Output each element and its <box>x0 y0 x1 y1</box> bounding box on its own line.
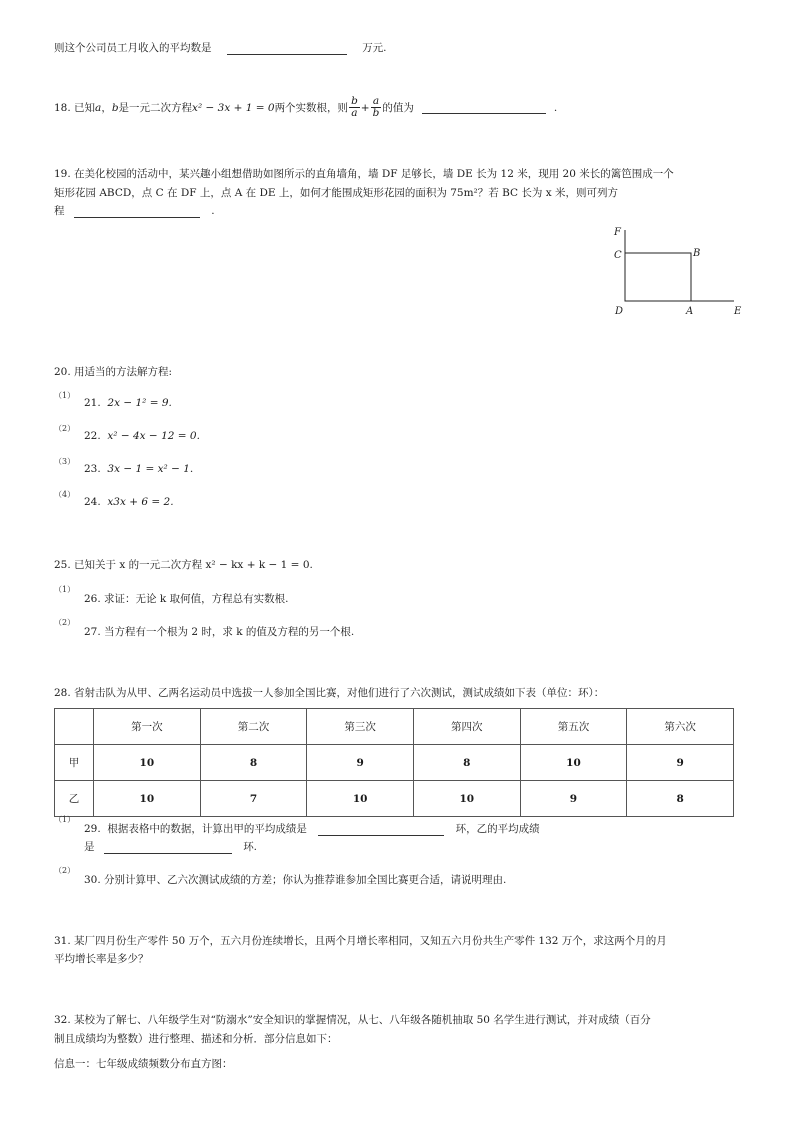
table-header-cell: 第一次 <box>94 709 201 745</box>
table-cell: 9 <box>627 745 734 781</box>
q25-item-2: 27. 当方程有一个根为 2 时，求 k 的值及方程的另一个根. <box>84 626 355 638</box>
table-cell: 10 <box>94 745 201 781</box>
q28-item-1-line2 <box>84 839 257 854</box>
q28-text: 环，乙的平均成绩 <box>455 823 540 835</box>
question-20-title: 20. 用适当的方法解方程: <box>54 366 173 378</box>
q19-end: . <box>211 205 215 217</box>
table-cell: 10 <box>307 781 414 817</box>
answer-blank[interactable] <box>227 43 347 55</box>
item-number: 21. <box>84 397 101 409</box>
table-cell: 8 <box>627 781 734 817</box>
sub-label: （2） <box>54 866 76 875</box>
q20-item-3 <box>84 463 193 475</box>
table-cell: 10 <box>520 745 627 781</box>
q18-text: 是一元二次方程 <box>118 102 193 114</box>
q20-item-1 <box>84 397 172 409</box>
fraction-b-over-a <box>349 96 360 119</box>
question-number: 18. <box>54 101 71 114</box>
question-31-line1: 31. 某厂四月份生产零件 50 万个，五六月份连续增长，且两个月增长率相同，又知五六月份共生产零件 132 万个，求这两个月的月 <box>54 935 667 947</box>
var-a: a <box>95 101 102 114</box>
plus-sign: + <box>360 101 370 114</box>
q18-equation: x² − 3x + 1 = 0 <box>192 101 275 114</box>
table-cell: 9 <box>307 745 414 781</box>
sub-label: （2） <box>54 424 76 433</box>
numerator: a <box>372 95 380 107</box>
q28-item-2: 30. 分别计算甲、乙六次测试成绩的方差；你认为推荐谁参加全国比赛更合适，请说明理由. <box>84 874 507 886</box>
var-b: b <box>111 101 119 114</box>
label-f: F <box>614 227 621 238</box>
corner-garden-figure <box>608 218 748 318</box>
table-row <box>55 745 734 781</box>
table-corner-cell <box>55 709 94 745</box>
item-number: 22. <box>84 430 101 442</box>
table-cell: 10 <box>94 781 201 817</box>
denominator: a <box>351 107 358 119</box>
q18-text: 已知 <box>74 102 96 114</box>
sub-label: （3） <box>54 457 76 466</box>
q28-text: 是 <box>84 841 95 853</box>
q18-text: 两个实数根，则 <box>274 102 349 114</box>
question-28-title: 28. 省射击队为从甲、乙两名运动员中选拔一人参加全国比赛，对他们进行了六次测试，测试成绩如下表（单位：环）： <box>54 687 605 699</box>
q18-text: 的值为 <box>382 102 414 114</box>
table-header-cell: 第六次 <box>627 709 734 745</box>
answer-blank[interactable] <box>104 842 232 854</box>
numerator: b <box>351 95 358 107</box>
equation: 2x − 1² = 9. <box>107 397 172 409</box>
equation: x² − 4x − 12 = 0. <box>107 430 200 442</box>
label-b: B <box>693 248 701 259</box>
table-cell: 10 <box>413 781 520 817</box>
sub-label: （1） <box>54 815 76 824</box>
table-header-cell: 第四次 <box>413 709 520 745</box>
fraction-a-over-b <box>371 96 382 119</box>
q19-text: 程 <box>54 205 65 217</box>
label-a: A <box>686 306 694 317</box>
equation: 3x − 1 = x² − 1. <box>107 463 194 475</box>
question-32-line2: 制且成绩均为整数）进行整理、描述和分析．部分信息如下： <box>54 1033 338 1045</box>
table-header-row <box>55 709 734 745</box>
table-cell: 7 <box>200 781 307 817</box>
table-header-cell: 第二次 <box>200 709 307 745</box>
q18-end: . <box>553 101 558 114</box>
item-number: 23. <box>84 463 101 475</box>
q28-text: 环. <box>243 841 258 853</box>
question-19-line3 <box>54 203 215 218</box>
question-19-line2: 矩形花园 ABCD，点 C 在 DF 上，点 A 在 DE 上，如何才能围成矩形花园的面积为 75m²？若 BC 长为 x 米，则可列方 <box>54 187 618 199</box>
sub-label: （1） <box>54 585 76 594</box>
label-c: C <box>614 250 622 261</box>
sub-label: （2） <box>54 618 76 627</box>
answer-blank[interactable] <box>422 102 546 114</box>
table-cell: 8 <box>200 745 307 781</box>
row-label: 乙 <box>55 781 94 817</box>
sub-label: （1） <box>54 391 76 400</box>
row-label: 甲 <box>55 745 94 781</box>
score-table <box>54 708 734 817</box>
question-32-info1: 信息一：七年级成绩频数分布直方图： <box>54 1058 233 1070</box>
question-32-line1: 32. 某校为了解七、八年级学生对“防溺水”安全知识的掌握情况，从七、八年级各随机抽取 50 名学生进行测试，并对成绩（百分 <box>54 1014 651 1026</box>
sub-label: （4） <box>54 490 76 499</box>
item-number: 24. <box>84 496 101 508</box>
denominator: b <box>372 107 380 119</box>
average-income-text: 则这个公司员工月收入的平均数是 <box>54 42 212 54</box>
answer-blank[interactable] <box>318 824 444 836</box>
question-18 <box>54 96 557 119</box>
equation: x3x + 6 = 2. <box>107 496 174 508</box>
q18-comma: ， <box>101 102 112 114</box>
average-income-line <box>54 40 387 55</box>
answer-blank[interactable] <box>74 206 200 218</box>
q28-item-1-line1 <box>84 821 540 836</box>
q28-text: 根据表格中的数据，计算出甲的平均成绩是 <box>107 823 307 835</box>
label-e: E <box>734 306 742 317</box>
question-25-title: 25. 已知关于 x 的一元二次方程 x² − kx + k − 1 = 0. <box>54 559 313 571</box>
label-d: D <box>615 306 624 317</box>
q20-item-2 <box>84 430 200 442</box>
question-19-line1: 19. 在美化校园的活动中，某兴趣小组想借助如图所示的直角墙角，墙 DF 足够长，墙 DE 长为 12 米，现用 20 米长的篱笆围成一个 <box>54 168 674 180</box>
table-row <box>55 781 734 817</box>
table-cell: 8 <box>413 745 520 781</box>
item-number: 29. <box>84 823 101 835</box>
q20-item-4 <box>84 496 174 508</box>
rectangle-abcd <box>625 253 691 301</box>
q25-item-1: 26. 求证：无论 k 取何值，方程总有实数根. <box>84 593 289 605</box>
question-31-line2: 平均增长率是多少？ <box>54 953 149 965</box>
table-header-cell: 第三次 <box>307 709 414 745</box>
table-cell: 9 <box>520 781 627 817</box>
average-income-unit: 万元. <box>362 42 387 54</box>
table-header-cell: 第五次 <box>520 709 627 745</box>
